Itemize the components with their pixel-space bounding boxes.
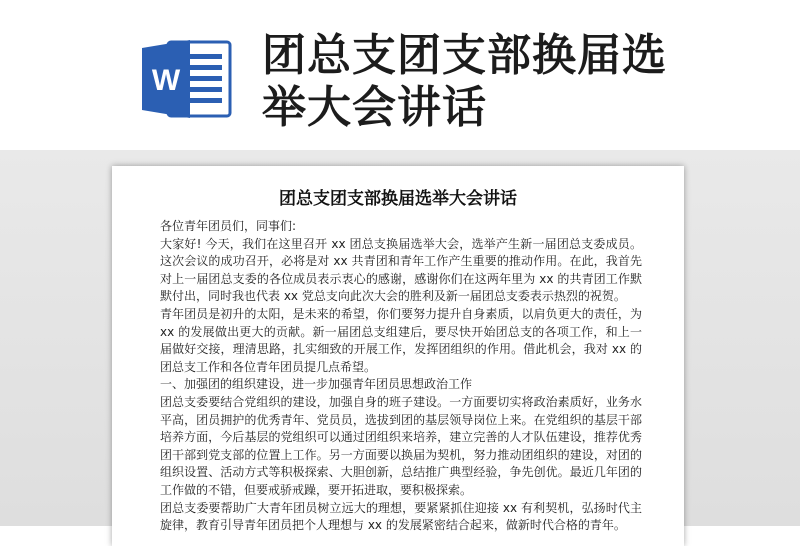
document-body (160, 218, 642, 535)
section-heading: 一、加强团的组织建设，进一步加强青年团员思想政治工作 (160, 377, 473, 392)
header (0, 0, 800, 150)
paragraph: 团总支委要结合党组织的建设，加强自身的班子建设。一方面要切实将政治素质好，业务水平高，团员拥护的优秀青年、党员员，选拔到团的基层领导岗位上来。在党组织的基层干部培养方面，今后基层的党组织可以通过团组织来培养，建立完善的人才队伍建设，推荐优秀团干部到党支部的位置上工作。另一方面要以换届为契机，努力推动团组织的建设，对团的组织设置、活动方式等积极探索、大胆创新，总结推广典型经验，争先创优。最近几年团的工作做的不错，但要戒骄戒躁，要开拓进取，要积极探索。 (160, 394, 642, 497)
word-icon-letter: W (151, 64, 181, 97)
document-title: 团总支团支部换届选举大会讲话 (279, 189, 517, 209)
paragraph: 大家好! 今天，我们在这里召开 xx 团总支换届选举大会，选举产生新一届团总支委成员。这次会议的成功召开，必将是对 xx 共青团和青年工作产生重要的推动作用。在此，我首先对上一届团总支委的各位成员表示衷心的感谢，感谢你们在这两年里为 xx 的共青团工作默默付出，同时我也代表 xx 党总支向此次大会的胜利及新一届团总支委表示热烈的祝贺。 (160, 236, 642, 304)
paragraph: 各位青年团员们，同事们: (160, 219, 297, 233)
page-title: 团总支团支部换届选举大会讲话 (262, 30, 667, 133)
word-icon (138, 38, 234, 120)
document-preview (112, 166, 684, 546)
paragraph: 团总支委要帮助广大青年团员树立远大的理想，要紧紧抓住迎接 xx 有利契机，弘扬时代主旋律，教育引导青年团员把个人理想与 xx 的发展紧密结合起来，做新时代合格的青年。 (160, 500, 642, 533)
paragraph: 青年团员是初升的太阳，是未来的希望，你们要努力提升自身素质，以肩负更大的责任，为 xx 的发展做出更大的贡献。新一届团总支组建后，要尽快开始团总支的各项工作，和上一届做好交接，理清思路，扎实细致的开展工作，发挥团组织的作用。借此机会，我对 xx 的团总支工作和各位青年团员提几点希望。 (160, 306, 642, 374)
